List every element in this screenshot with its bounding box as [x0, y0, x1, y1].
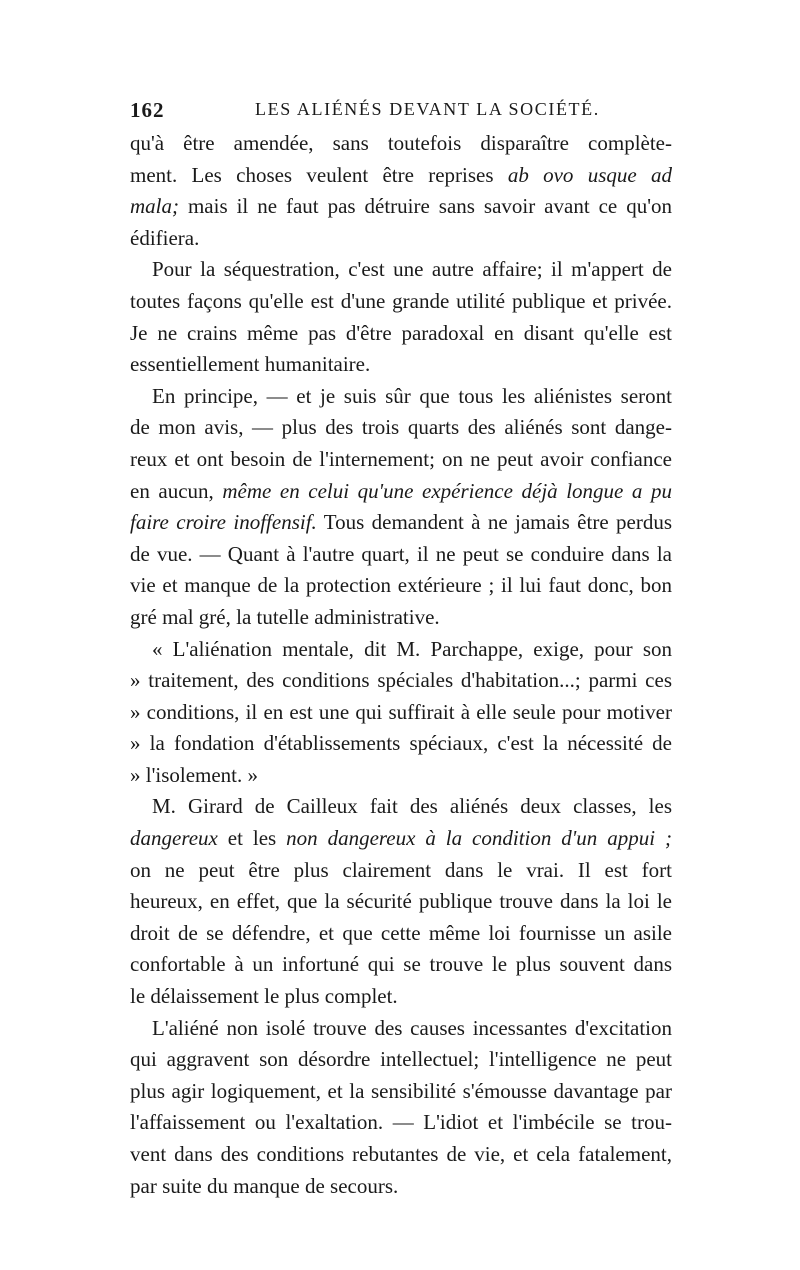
text-segment: qui aggravent son désordre intellectuel; l'intelligence ne peut — [130, 1047, 672, 1072]
text-segment: en aucun, — [130, 478, 223, 503]
text-segment: de mon avis, — plus des trois quarts des aliénés sont dange- — [130, 415, 672, 440]
italic-text: dangereux — [130, 826, 218, 851]
text-line — [130, 1076, 672, 1108]
page-header — [130, 98, 670, 126]
text-line — [130, 349, 672, 381]
text-segment: toutes façons qu'elle est d'une grande utilité publique et privée. — [130, 288, 672, 313]
text-segment: reux et ont besoin de l'internement; on ne peut avoir confiance — [130, 446, 672, 471]
italic-text: faire croire inoffensif. — [130, 510, 317, 535]
italic-text: non dangereux à la condition d'un appui ; — [286, 826, 672, 851]
text-line — [130, 412, 672, 444]
text-line — [130, 697, 672, 729]
text-line — [130, 1171, 672, 1203]
text-line — [130, 823, 672, 855]
italic-text: même en celui qu'une expérience déjà longue a pu — [222, 478, 672, 503]
text-line — [130, 128, 672, 160]
text-line — [130, 1139, 672, 1171]
text-line — [130, 855, 672, 887]
text-segment: mais il ne faut pas détruire sans savoir avant ce qu'on — [179, 194, 672, 219]
text-segment: « L'aliénation mentale, dit M. Parchappe, exige, pour son — [152, 636, 672, 661]
text-segment: qu'à être amendée, sans toutefois disparaître complète- — [130, 131, 672, 155]
text-line — [130, 318, 672, 350]
text-segment: L'aliéné non isolé trouve des causes incessantes d'excitation — [152, 1015, 672, 1040]
text-segment: heureux, en effet, que la sécurité publique trouve dans la loi le — [130, 889, 672, 914]
text-segment: de vue. — Quant à l'autre quart, il ne peut se conduire dans la — [130, 541, 672, 566]
text-segment: le délaissement le plus complet. — [130, 984, 398, 1009]
text-segment: Tous demandent à ne jamais être perdus — [316, 510, 672, 535]
text-segment: » traitement, des conditions spéciales d'habitation...; parmi ces — [130, 668, 672, 693]
text-line — [130, 1013, 672, 1045]
text-segment: » conditions, il en est une qui suffirait à elle seule pour motiver — [130, 699, 672, 724]
text-line — [130, 507, 672, 539]
text-line — [130, 886, 672, 918]
text-line — [130, 949, 672, 981]
text-segment: essentiellement humanitaire. — [130, 352, 371, 377]
text-segment: plus agir logiquement, et la sensibilité s'émousse davantage par — [130, 1078, 672, 1103]
text-segment: et les — [217, 826, 287, 851]
text-line — [130, 981, 672, 1013]
text-line — [130, 381, 672, 413]
text-line — [130, 791, 672, 823]
text-line — [130, 254, 672, 286]
text-segment: édifiera. — [130, 225, 200, 250]
text-line — [130, 760, 672, 792]
text-line — [130, 223, 672, 255]
text-line — [130, 665, 672, 697]
text-line — [130, 476, 672, 508]
italic-text: mala; — [130, 194, 179, 219]
page-number: 162 — [130, 98, 165, 122]
text-segment: » l'isolement. » — [130, 762, 259, 787]
text-segment: par suite du manque de secours. — [130, 1173, 399, 1198]
text-segment: En principe, — et je suis sûr que tous les aliénistes seront — [152, 383, 672, 408]
text-line — [130, 634, 672, 666]
text-segment: droit de se défendre, et que cette même loi fournisse un asile — [130, 920, 672, 945]
text-line — [130, 191, 672, 223]
text-segment: » la fondation d'établissements spéciaux, c'est la nécessité de — [130, 731, 672, 756]
text-line — [130, 539, 672, 571]
italic-text: ab ovo usque ad — [507, 162, 672, 187]
text-line — [130, 1107, 672, 1139]
text-line — [130, 570, 672, 602]
text-line — [130, 728, 672, 760]
text-segment: confortable à un infortuné qui se trouve le plus souvent dans — [130, 952, 672, 977]
text-line — [130, 602, 672, 634]
text-segment: l'affaissement ou l'exaltation. — L'idiot et l'imbécile se trou- — [130, 1110, 672, 1135]
running-title: LES ALIÉNÉS DEVANT LA SOCIÉTÉ. — [255, 99, 600, 119]
text-line — [130, 1044, 672, 1076]
text-segment: M. Girard de Cailleux fait des aliénés deux classes, les — [152, 794, 672, 819]
text-segment: vie et manque de la protection extérieure ; il lui faut donc, bon — [130, 573, 672, 598]
text-line — [130, 286, 672, 318]
text-line — [130, 918, 672, 950]
text-segment: vent dans des conditions rebutantes de vie, et cela fatalement, — [130, 1142, 672, 1166]
text-line — [130, 444, 672, 476]
body-text — [130, 128, 672, 1202]
text-segment: gré mal gré, la tutelle administrative. — [130, 604, 440, 629]
text-line — [130, 160, 672, 192]
text-segment: ment. Les choses veulent être reprises — [130, 162, 508, 187]
text-segment: Pour la séquestration, c'est une autre affaire; il m'appert de — [152, 257, 672, 282]
text-segment: on ne peut être plus clairement dans le vrai. Il est fort — [130, 857, 672, 882]
text-segment: Je ne crains même pas d'être paradoxal en disant qu'elle est — [130, 320, 672, 345]
